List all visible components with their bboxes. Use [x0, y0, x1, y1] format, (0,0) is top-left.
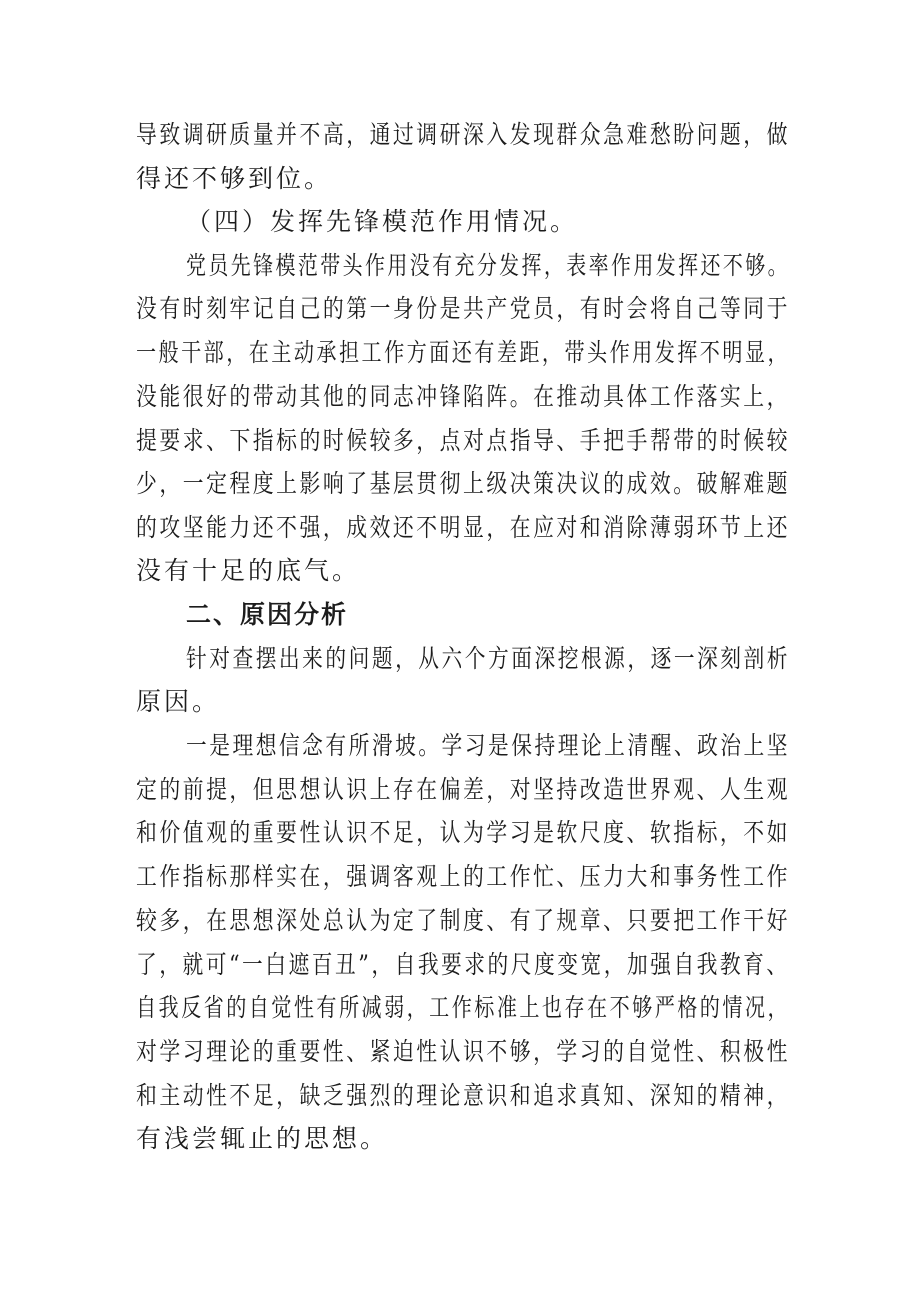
text-line: 定的前提，但思想认识上存在偏差，对坚持改造世界观、人生观	[136, 775, 791, 804]
text-line: 和价值观的重要性认识不足，认为学习是软尺度、软指标，不如	[136, 818, 791, 847]
section-heading: 二、原因分析	[186, 600, 349, 629]
text-line: 党员先锋模范带头作用没有充分发挥，表率作用发挥还不够。	[186, 251, 791, 280]
text-line: 自我反省的自觉性有所减弱，工作标准上也存在不够严格的情况，	[136, 993, 791, 1022]
section-subheading: （四）发挥先锋模范作用情况。	[186, 207, 579, 236]
text-line: 针对查摆出来的问题，从六个方面深挖根源，逐一深刻剖析	[186, 644, 791, 673]
text-line: 的攻坚能力还不强，成效还不明显，在应对和消除薄弱环节上还	[136, 513, 791, 542]
text-line: 提要求、下指标的时候较多，点对点指导、手把手帮带的时候较	[136, 426, 791, 455]
text-line: 和主动性不足，缺乏强烈的理论意识和追求真知、深知的精神，	[136, 1081, 791, 1110]
text-line: 一是理想信念有所滑坡。学习是保持理论上清醒、政治上坚	[186, 731, 791, 760]
text-line: 得还不够到位。	[136, 164, 333, 193]
text-line: 较多，在思想深处总认为定了制度、有了规章、只要把工作干好	[136, 906, 791, 935]
text-line: 没能很好的带动其他的同志冲锋陷阵。在推动具体工作落实上，	[136, 382, 791, 411]
text-line: 工作指标那样实在，强调客观上的工作忙、压力大和事务性工作	[136, 862, 791, 891]
text-line: 少，一定程度上影响了基层贯彻上级决策决议的成效。破解难题	[136, 469, 791, 498]
text-line: 导致调研质量并不高，通过调研深入发现群众急难愁盼问题，做	[136, 120, 791, 149]
text-line: 没有时刻牢记自己的第一身份是共产党员，有时会将自己等同于	[136, 294, 791, 323]
text-line: 原因。	[136, 687, 221, 716]
text-line: 没有十足的底气。	[136, 556, 361, 585]
text-line: 了，就可“一白遮百丑”，自我要求的尺度变宽，加强自我教育、	[136, 950, 790, 979]
text-line: 一般干部，在主动承担工作方面还有差距，带头作用发挥不明显，	[136, 338, 791, 367]
text-line: 对学习理论的重要性、紧迫性认识不够，学习的自觉性、积极性	[136, 1037, 791, 1066]
text-line: 有浅尝辄止的思想。	[136, 1124, 389, 1153]
